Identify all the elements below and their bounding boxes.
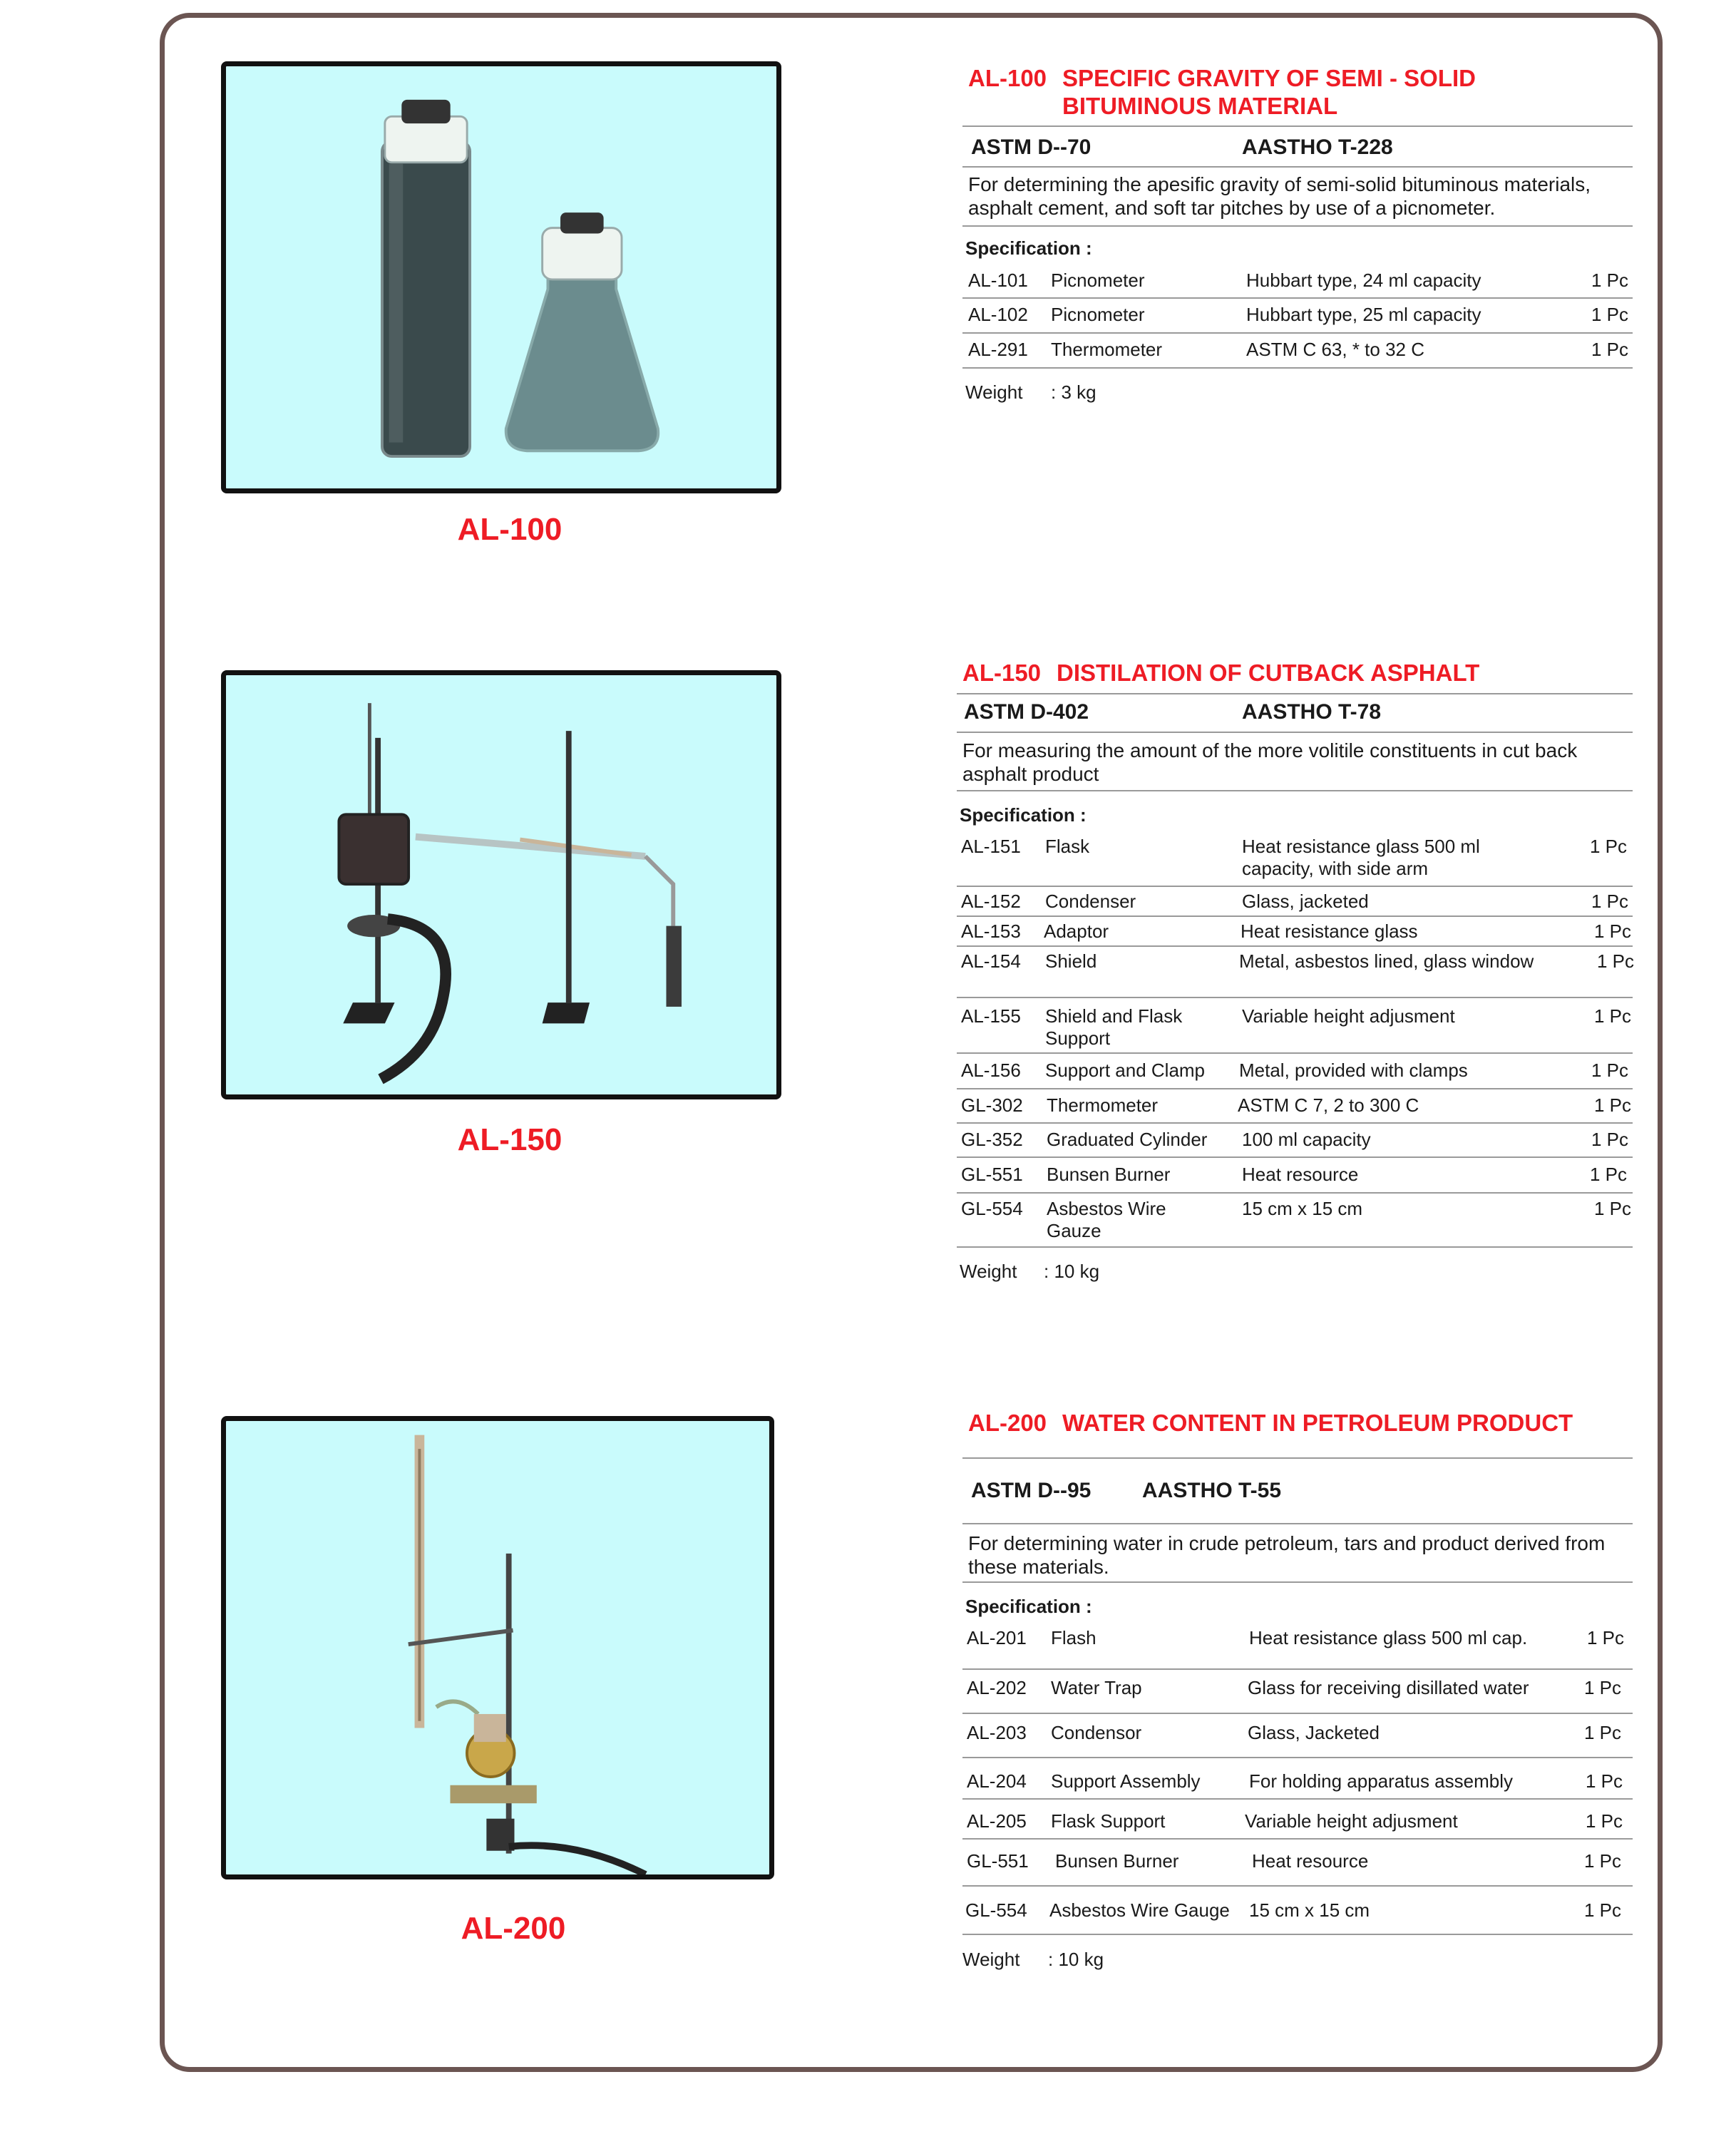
spec-name: Shield and Flask Support [1045, 1005, 1183, 1049]
spec-code: AL-102 [968, 304, 1028, 325]
divider [957, 1156, 1633, 1158]
spec-code: AL-155 [961, 1005, 1021, 1027]
spec-name: Picnometer [1051, 304, 1145, 325]
spec-code: AL-156 [961, 1060, 1021, 1081]
spec-name: Asbestos Wire Gauze [1047, 1198, 1166, 1241]
divider [962, 332, 1633, 334]
spec-qty: 1 Pc [1591, 339, 1629, 360]
water-content-apparatus-illustration [226, 1421, 769, 1874]
spec-name: Asbestos Wire Gauge [1049, 1899, 1230, 1921]
spec-name: Flask [1045, 836, 1090, 857]
spec-qty: 1 Pc [1584, 1722, 1622, 1743]
divider [957, 693, 1633, 694]
product-code-label: AL-150 [457, 1122, 563, 1157]
divider [957, 1246, 1633, 1248]
spec-qty: 1 Pc [1587, 1627, 1625, 1648]
product-description: For determining water in crude petroleum, tars and product derived from these materials. [968, 1532, 1606, 1578]
spec-heading: Specification : [965, 1596, 1092, 1617]
product-code-label: AL-200 [461, 1911, 566, 1946]
divider [962, 1934, 1633, 1935]
spec-detail: Variable height adjusment [1242, 1005, 1455, 1027]
divider [957, 1052, 1633, 1054]
product-photo-al-150 [221, 670, 781, 1099]
spec-code: AL-154 [961, 950, 1021, 972]
spec-detail: Glass, Jacketed [1248, 1722, 1380, 1743]
product-photo-al-200 [221, 1416, 774, 1879]
spec-qty: 1 Pc [1586, 1770, 1623, 1792]
divider [962, 367, 1633, 369]
spec-qty: 1 Pc [1591, 1060, 1629, 1081]
weight-label: Weight [965, 381, 1023, 403]
spec-detail: Heat resistance glass [1241, 920, 1418, 942]
spec-qty: 1 Pc [1594, 1005, 1632, 1027]
spec-detail: Heat resistance glass 500 ml cap. [1249, 1627, 1528, 1648]
spec-name: Bunsen Burner [1055, 1850, 1179, 1872]
spec-name: Graduated Cylinder [1047, 1129, 1208, 1150]
divider [957, 886, 1633, 887]
spec-qty: 1 Pc [1584, 1850, 1622, 1872]
spec-detail: 100 ml capacity [1242, 1129, 1371, 1150]
product-title [968, 64, 1476, 120]
spec-detail: 15 cm x 15 cm [1249, 1899, 1370, 1921]
product-title [962, 659, 1479, 687]
divider [962, 1581, 1633, 1583]
spec-code: AL-205 [967, 1810, 1027, 1832]
aastho-standard: AASTHO T-228 [1242, 135, 1393, 159]
divider [962, 225, 1633, 227]
spec-detail: Hubbart type, 24 ml capacity [1246, 270, 1481, 291]
spec-name: Bunsen Burner [1047, 1164, 1171, 1185]
spec-name: Support Assembly [1051, 1770, 1201, 1792]
spec-qty: 1 Pc [1591, 304, 1629, 325]
product-code-label: AL-100 [457, 512, 563, 547]
spec-name: Water Trap [1051, 1677, 1142, 1698]
spec-detail: Heat resistance glass 500 ml capacity, with side arm [1242, 836, 1480, 879]
spec-name: Adaptor [1044, 920, 1109, 942]
divider [957, 1122, 1633, 1124]
spec-code: AL-203 [967, 1722, 1027, 1743]
divider [962, 1713, 1633, 1714]
spec-qty: 1 Pc [1584, 1677, 1622, 1698]
spec-qty: 1 Pc [1584, 1899, 1622, 1921]
spec-detail: Glass, jacketed [1242, 891, 1369, 912]
spec-detail: Glass for receiving disillated water [1248, 1677, 1529, 1698]
spec-qty: 1 Pc [1591, 1129, 1629, 1150]
product-photo-al-100 [221, 61, 781, 493]
spec-name: Thermometer [1047, 1094, 1159, 1116]
spec-qty: 1 Pc [1597, 950, 1635, 972]
spec-qty: 1 Pc [1590, 836, 1628, 857]
divider [962, 1668, 1633, 1670]
spec-name: Support and Clamp [1045, 1060, 1206, 1081]
spec-detail: For holding apparatus assembly [1249, 1770, 1513, 1792]
spec-code: GL-554 [965, 1899, 1027, 1921]
spec-code: GL-554 [961, 1198, 1023, 1219]
title-code: AL-150 [962, 660, 1042, 686]
divider [957, 945, 1633, 947]
divider [957, 1088, 1633, 1089]
weight-label: Weight [962, 1949, 1020, 1970]
divider [962, 125, 1633, 127]
title-code: AL-200 [968, 1410, 1047, 1436]
spec-qty: 1 Pc [1594, 1094, 1632, 1116]
divider [962, 1757, 1633, 1758]
picnometer-illustration [226, 66, 776, 488]
spec-code: AL-202 [967, 1677, 1027, 1698]
product-description: For measuring the amount of the more volitile constituents in cut back asphalt product [962, 739, 1578, 785]
weight-value: : 10 kg [1044, 1261, 1100, 1282]
spec-detail: Hubbart type, 25 ml capacity [1246, 304, 1481, 325]
spec-code: AL-152 [961, 891, 1021, 912]
spec-code: GL-551 [961, 1164, 1023, 1185]
spec-name: Condenser [1045, 891, 1136, 912]
title-code: AL-100 [968, 65, 1047, 91]
weight-value: : 10 kg [1048, 1949, 1104, 1970]
divider [957, 732, 1633, 733]
divider [962, 297, 1633, 299]
spec-code: AL-291 [968, 339, 1028, 360]
astm-standard: ASTM D-402 [964, 700, 1089, 724]
spec-detail: Heat resource [1252, 1850, 1369, 1872]
spec-name: Condensor [1051, 1722, 1142, 1743]
divider [957, 790, 1633, 791]
spec-name: Flash [1051, 1627, 1096, 1648]
astm-standard: ASTM D--70 [971, 135, 1092, 159]
title-line-1: DISTILATION OF CUTBACK ASPHALT [1057, 660, 1480, 686]
spec-name: Flask Support [1051, 1810, 1166, 1832]
spec-code: GL-302 [961, 1094, 1023, 1116]
spec-qty: 1 Pc [1591, 270, 1629, 291]
spec-detail: Metal, provided with clamps [1239, 1060, 1468, 1081]
spec-code: AL-151 [961, 836, 1021, 857]
product-title [968, 1409, 1573, 1437]
spec-detail: ASTM C 7, 2 to 300 C [1238, 1094, 1419, 1116]
spec-qty: 1 Pc [1590, 1164, 1628, 1185]
divider [957, 1192, 1633, 1194]
divider [962, 166, 1633, 168]
aastho-standard: AASTHO T-78 [1242, 700, 1382, 724]
divider [962, 1798, 1633, 1800]
spec-qty: 1 Pc [1586, 1810, 1623, 1832]
spec-detail: Heat resource [1242, 1164, 1359, 1185]
spec-detail: 15 cm x 15 cm [1242, 1198, 1363, 1219]
spec-detail: ASTM C 63, * to 32 C [1246, 339, 1424, 360]
spec-code: GL-352 [961, 1129, 1023, 1150]
product-description: For determining the apesific gravity of semi-solid bituminous materials, asphalt cement, and soft tar pitches by use of a picnometer. [968, 173, 1591, 219]
spec-code: AL-153 [961, 920, 1021, 942]
divider [957, 915, 1633, 917]
divider [957, 997, 1633, 998]
divider [962, 1523, 1633, 1524]
spec-qty: 1 Pc [1594, 920, 1632, 942]
spec-detail: Metal, asbestos lined, glass window [1239, 950, 1534, 972]
divider [962, 1457, 1633, 1459]
spec-heading: Specification : [965, 237, 1092, 259]
spec-code: AL-101 [968, 270, 1028, 291]
spec-code: AL-204 [967, 1770, 1027, 1792]
distillation-apparatus-illustration [226, 675, 776, 1094]
spec-code: GL-551 [967, 1850, 1029, 1872]
weight-value: : 3 kg [1051, 381, 1096, 403]
divider [962, 1838, 1633, 1840]
aastho-standard: AASTHO T-55 [1142, 1479, 1282, 1502]
spec-qty: 1 Pc [1591, 891, 1629, 912]
astm-standard: ASTM D--95 [971, 1479, 1092, 1502]
spec-heading: Specification : [960, 804, 1087, 826]
spec-name: Picnometer [1051, 270, 1145, 291]
title-line-1: SPECIFIC GRAVITY OF SEMI - SOLID [1062, 65, 1476, 91]
title-line-2: BITUMINOUS MATERIAL [1062, 93, 1338, 119]
weight-label: Weight [960, 1261, 1017, 1282]
spec-name: Shield [1045, 950, 1097, 972]
spec-detail: Variable height adjusment [1245, 1810, 1458, 1832]
spec-code: AL-201 [967, 1627, 1027, 1648]
divider [962, 1885, 1633, 1887]
spec-qty: 1 Pc [1594, 1198, 1632, 1219]
spec-name: Thermometer [1051, 339, 1163, 360]
title-line-1: WATER CONTENT IN PETROLEUM PRODUCT [1062, 1410, 1573, 1436]
